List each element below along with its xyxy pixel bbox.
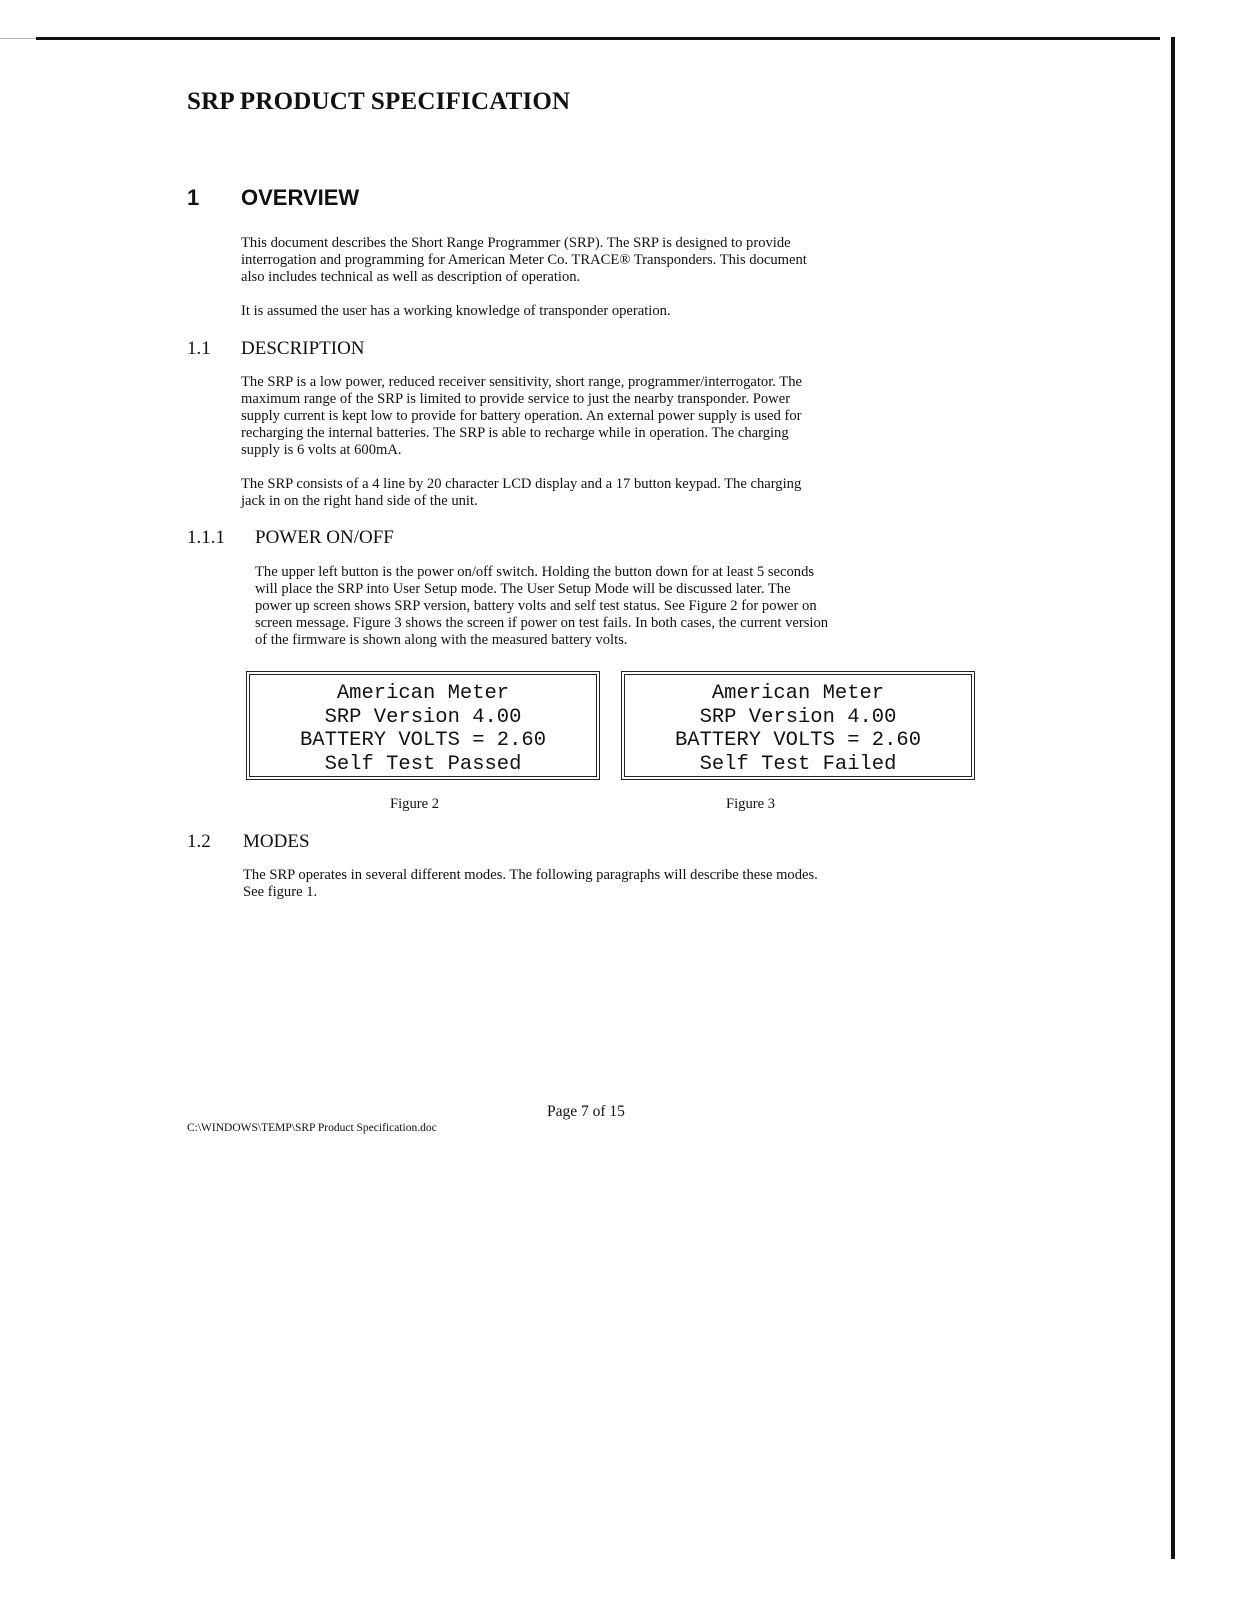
power-paragraph (255, 564, 828, 649)
text-line: The SRP consists of a 4 line by 20 character LCD display and a 17 button keypad. The charging (241, 476, 802, 492)
modes-paragraph (243, 867, 818, 901)
text-line: The SRP is a low power, reduced receiver sensitivity, short range, programmer/interrogator. The (241, 374, 802, 390)
text-line: interrogation and programming for American Meter Co. TRACE® Transponders. This document (241, 252, 807, 268)
figure-3-caption: Figure 3 (726, 796, 776, 812)
page-number: Page 7 of 15 (547, 1103, 625, 1120)
overview-paragraph-1 (241, 235, 807, 286)
text-line: supply is 6 volts at 600mA. (241, 442, 402, 458)
section-heading-overview: OVERVIEW (241, 185, 360, 210)
lcd-line: SRP Version 4.00 (324, 705, 522, 729)
description-paragraph-1 (241, 374, 802, 459)
lcd-line: American Meter (711, 682, 885, 705)
text-line: will place the SRP into User Setup mode. The User Setup Mode will be discussed later. The (255, 581, 791, 597)
text-line: It is assumed the user has a working knowledge of transponder operation. (241, 303, 671, 319)
section-number-power: 1.1.1 (187, 527, 225, 548)
lcd-figure-3 (621, 671, 975, 780)
right-margin-rule (1171, 37, 1175, 1559)
overview-paragraph-2 (241, 303, 671, 320)
text-line: power up screen shows SRP version, battery volts and self test status. See Figure 2 for power on (255, 598, 817, 614)
lcd-line: Self Test Passed (324, 752, 522, 776)
section-number-modes: 1.2 (187, 831, 211, 852)
text-line: The SRP operates in several different modes. The following paragraphs will describe these modes. (243, 867, 818, 883)
text-line: See figure 1. (243, 884, 318, 900)
lcd-line: SRP Version 4.00 (699, 705, 897, 729)
text-line: The upper left button is the power on/off switch. Holding the button down for at least 5 seconds (255, 564, 815, 580)
figure-2-caption: Figure 2 (390, 796, 440, 812)
text-line: jack in on the right hand side of the unit. (241, 493, 478, 509)
lcd-figure-2 (246, 671, 600, 780)
top-rule-faint (0, 38, 36, 39)
text-line: screen message. Figure 3 shows the screen if power on test fails. In both cases, the current version (255, 615, 829, 631)
text-line: recharging the internal batteries. The SRP is able to recharge while in operation. The charging (241, 425, 789, 441)
description-paragraph-2 (241, 476, 801, 510)
text-line: maximum range of the SRP is limited to provide service to just the nearby transponder. Power (241, 391, 791, 407)
lcd-line: BATTERY VOLTS = 2.60 (299, 729, 547, 752)
text-line: of the firmware is shown along with the measured battery volts. (255, 632, 628, 648)
text-line: This document describes the Short Range Programmer (SRP). The SRP is designed to provide (241, 235, 791, 251)
section-number-description: 1.1 (187, 338, 211, 359)
lcd-line: American Meter (336, 682, 510, 705)
file-path: C:\WINDOWS\TEMP\SRP Product Specification.doc (187, 1122, 437, 1134)
section-number-overview: 1 (187, 185, 200, 210)
lcd-line: BATTERY VOLTS = 2.60 (674, 729, 922, 752)
section-heading-power: POWER ON/OFF (255, 527, 394, 548)
section-heading-modes: MODES (243, 831, 310, 852)
lcd-line: Self Test Failed (699, 752, 897, 776)
top-rule (36, 37, 1160, 40)
document-title: SRP PRODUCT SPECIFICATION (187, 88, 571, 115)
text-line: also includes technical as well as description of operation. (241, 269, 581, 285)
text-line: supply current is kept low to provide for battery operation. An external power supply is used for (241, 408, 802, 424)
section-heading-description: DESCRIPTION (241, 338, 365, 359)
